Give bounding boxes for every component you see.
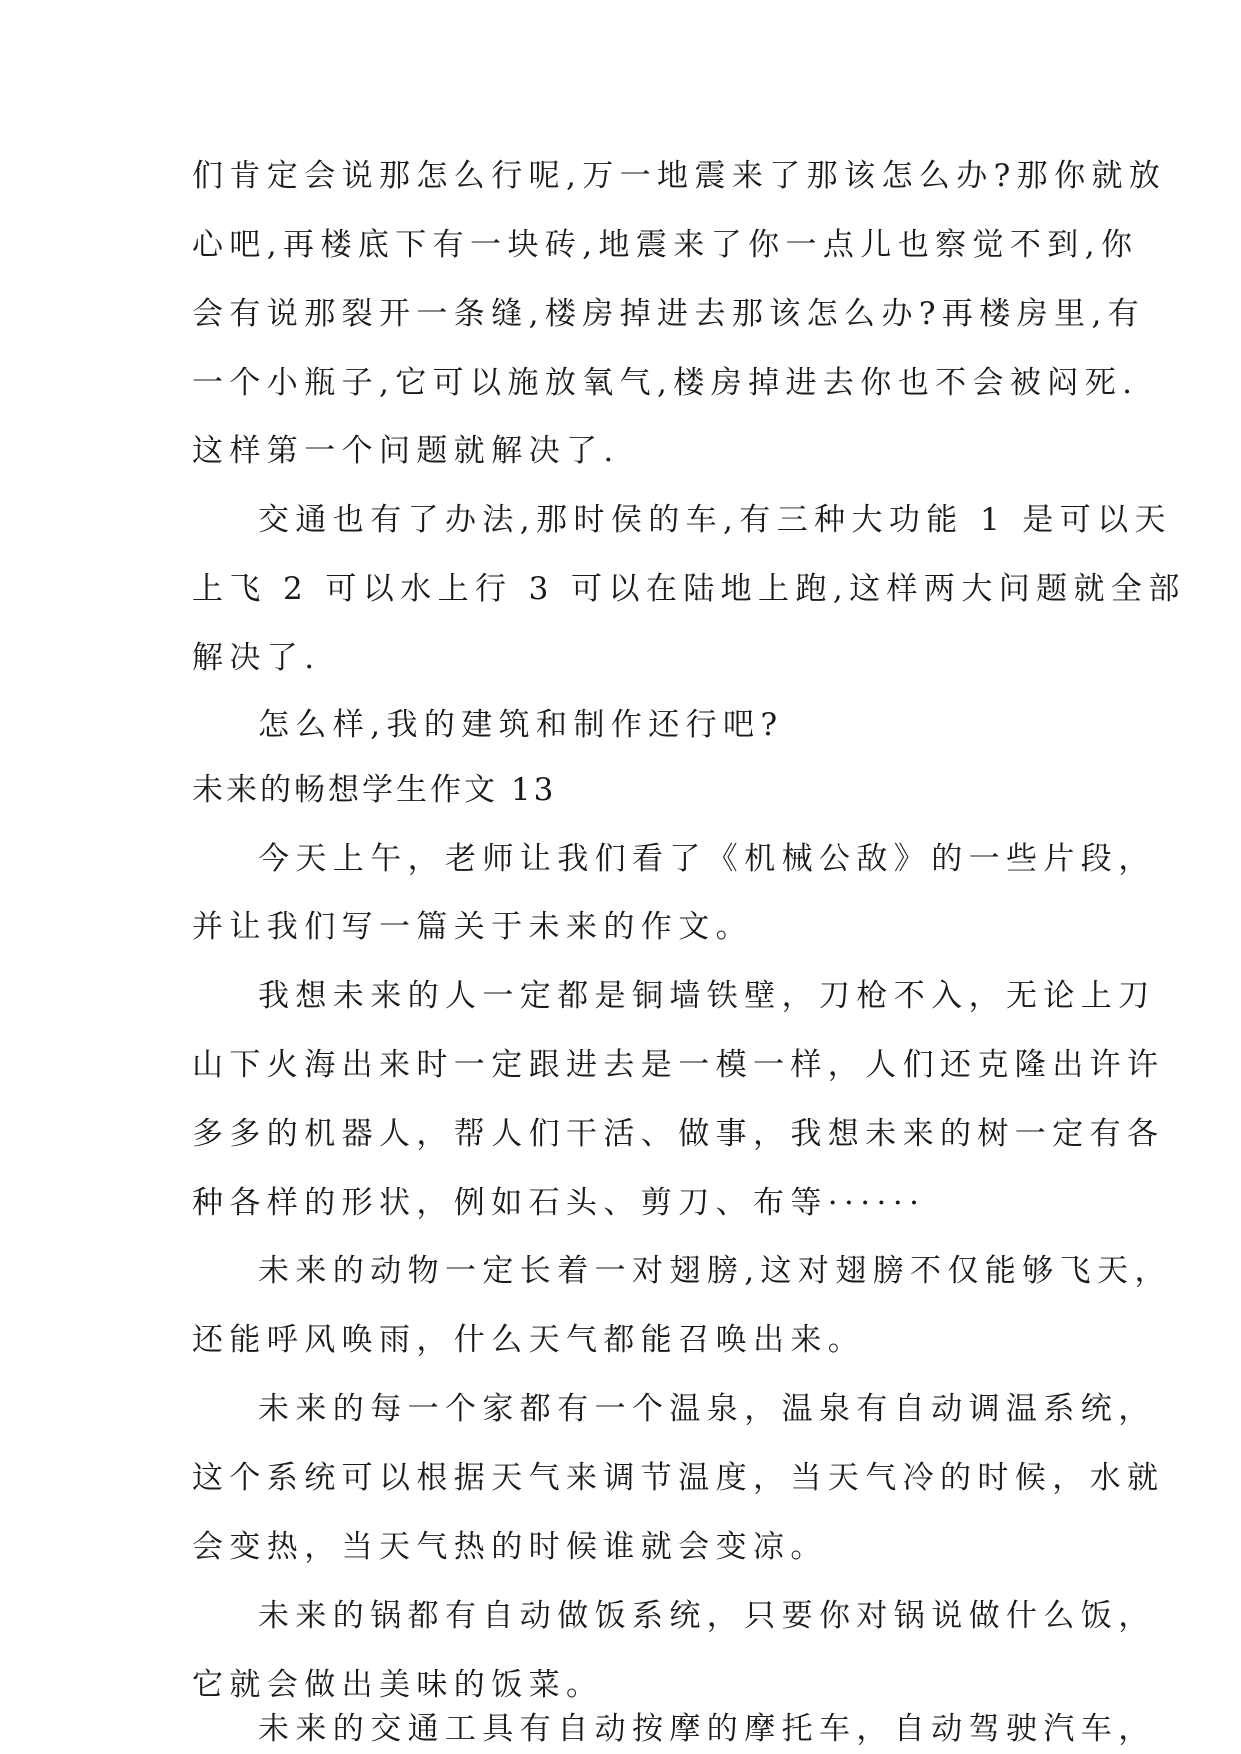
paragraph-first-line: 怎么样,我的建筑和制作还行吧? bbox=[258, 707, 784, 743]
text-line: 会有说那裂开一条缝,楼房掉进去那该怎么办?再楼房里,有 bbox=[192, 296, 1146, 332]
text-line: 它就会做出美味的饭菜。 bbox=[192, 1667, 604, 1703]
paragraph-first-line: 今天上午，老师让我们看了《机械公敌》的一些片段， bbox=[258, 841, 1156, 877]
text-line: 一个小瓶子,它可以施放氧气,楼房掉进去你也不会被闷死. bbox=[192, 365, 1139, 401]
text-line: 种各样的形状，例如石头、剪刀、布等······ bbox=[192, 1185, 926, 1221]
text-line: 们肯定会说那怎么行呢,万一地震来了那该怎么办?那你就放 bbox=[192, 158, 1167, 194]
text-line: 解决了. bbox=[192, 640, 321, 676]
paragraph-first-line: 未来的动物一定长着一对翅膀,这对翅膀不仅能够飞天， bbox=[258, 1253, 1172, 1289]
text-line: 山下火海出来时一定跟进去是一模一样，人们还克隆出许许 bbox=[192, 1047, 1165, 1083]
paragraph-first-line: 未来的锅都有自动做饭系统，只要你对锅说做什么饭， bbox=[258, 1598, 1156, 1634]
paragraph-first-line: 交通也有了办法,那时侯的车,有三种大功能 1 是可以天 bbox=[258, 502, 1172, 538]
text-line: 还能呼风唤雨，什么天气都能召唤出来。 bbox=[192, 1322, 866, 1358]
text-line: 这样第一个问题就解决了. bbox=[192, 433, 620, 469]
text-line: 心吧,再楼底下有一块砖,地震来了你一点儿也察觉不到,你 bbox=[192, 227, 1139, 263]
section-heading: 未来的畅想学生作文 13 bbox=[192, 772, 557, 808]
paragraph-first-line: 未来的交通工具有自动按摩的摩托车，自动驾驶汽车， bbox=[258, 1711, 1156, 1747]
text-line: 会变热，当天气热的时候谁就会变凉。 bbox=[192, 1529, 828, 1565]
paragraph-first-line: 我想未来的人一定都是铜墙铁壁，刀枪不入，无论上刀 bbox=[258, 978, 1156, 1014]
text-line: 多多的机器人，帮人们干活、做事，我想未来的树一定有各 bbox=[192, 1116, 1165, 1152]
text-line: 上飞 2 可以水上行 3 可以在陆地上跑,这样两大问题就全部 bbox=[192, 571, 1186, 607]
paragraph-first-line: 未来的每一个家都有一个温泉，温泉有自动调温系统， bbox=[258, 1391, 1156, 1427]
text-line: 并让我们写一篇关于未来的作文。 bbox=[192, 909, 753, 945]
text-line: 这个系统可以根据天气来调节温度，当天气冷的时候，水就 bbox=[192, 1460, 1165, 1496]
